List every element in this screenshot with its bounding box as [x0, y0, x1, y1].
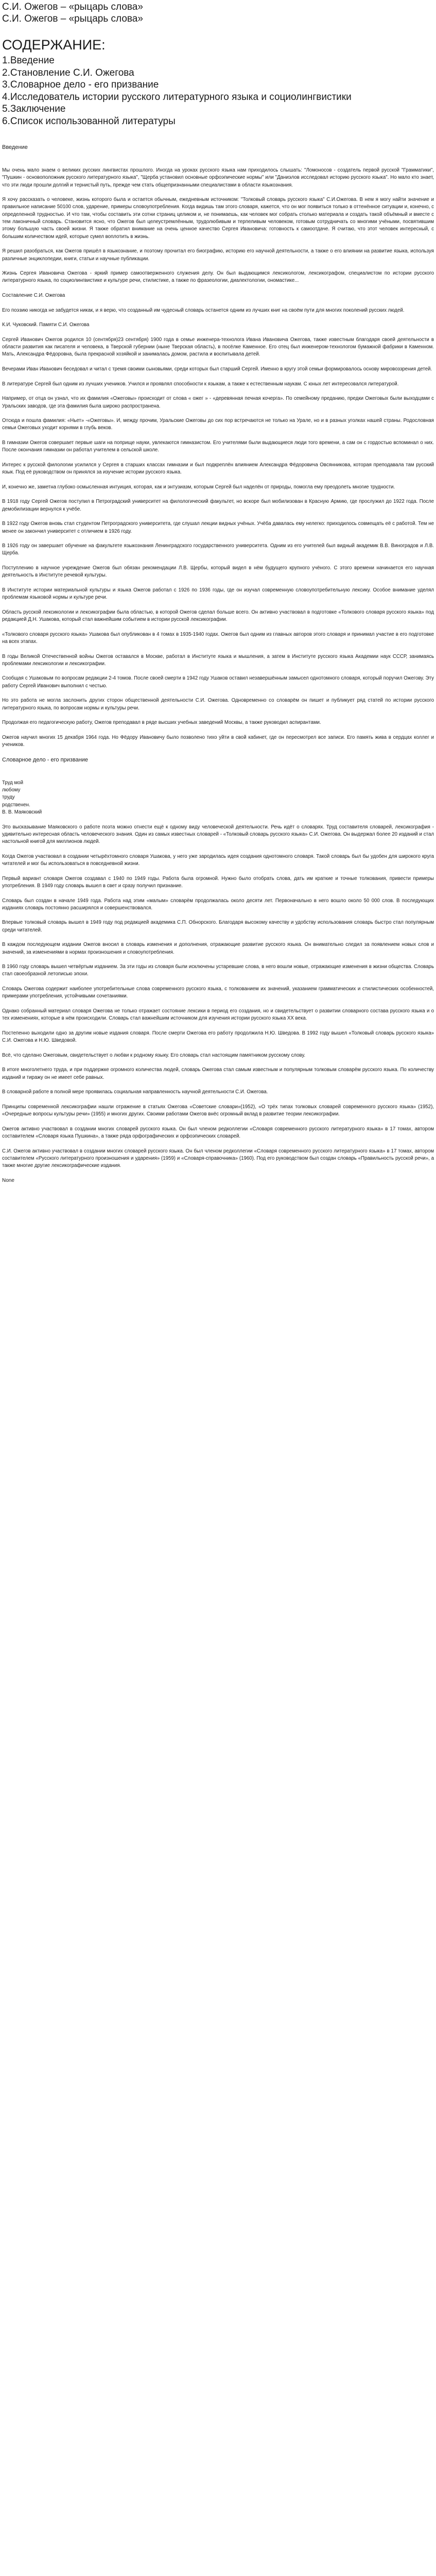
paragraph: В итоге многолетнего труда, и при поддержке огромного количества людей, словарь Ожегова стал самым известным и популярным толковым словарём русского языка. По количеству изданий и тиражу он не имеет себе равных. — [2, 1067, 434, 1080]
paragraph: Его поэзию никогда не забудется никак, и я верю, что созданный им чудесный словарь останется одним из лучших книг на своём пути для многих поколений русских людей. — [2, 307, 405, 313]
page-title: С.И. Ожегов – «рыцарь слова» — [2, 2, 143, 12]
paragraph: Сообщая с Ушаковым по вопросам редакции 2-4 томов. После своей смерти в 1942 году Ушаков оставил незавершённым замысел однотомного словаря, который поручил Ожегову. Эту работу Сергей Иванович выполнил с честью. — [2, 675, 434, 689]
paragraph: Ожегов активно участвовал в создании многих словарей русского языка. Он был членом редколлегии «Словаря современного русского литературного языка» в 17 томах, автором составителем «Словаря языка Пушкина», а также ряда орфографических и орфоэпических словарей. — [2, 1126, 434, 1139]
toc-item-references: 6.Список использованной литературы — [2, 115, 176, 127]
paragraph: Принципы современной лексикографии нашли отражение в статьях Ожегова «Советские словари»(1952), «О трёх типах толковых словарей современного русского языка» (1952), «Очередные вопросы культуры речи» (1955) и многих других. Своими работами Ожегов внёс огромный вклад в развитие теории лексикографии. — [2, 1104, 434, 1117]
paragraph: Словарь Ожегова содержит наиболее употребительные слова современного русского языка, с толкованием их значений, указанием грамматических и стилистических особенностей, примерами употребления, устойчивыми сочетаниями. — [2, 986, 434, 999]
signature: К.И. Чуковский. Памяти С.И. Ожегова — [2, 322, 90, 328]
paragraph: В Институте истории материальной культуры и языка Ожегов работал с 1926 по 1936 годы, где он изучал современную словоупотребительную лексику. Особое внимание уделял проблемам языковой нормы и культуре речи. — [2, 587, 434, 601]
signature: Составление С.И. Ожегова — [2, 293, 65, 299]
paragraph: В годы Великой Отечественной войны Ожегов оставался в Москве, работал в Институте языка и мышления, а затем в Институте русского языка Академии наук СССР, занимаясь проблемами лексикологии и лексикографии. — [2, 653, 434, 667]
paragraph: Я решил разобраться, как Ожегов пришёл в языкознание, и поэтому прочитал его биографию, историю его научной деятельности, а также о его влиянии на развитие языка, используя различные энциклопедии, книги, статьи и научные публикации. — [2, 248, 434, 262]
toc-item-formation: 2.Становление С.И. Ожегова — [2, 67, 134, 78]
paragraph: Например, от отца он узнал, что их фамилия «Ожеговы» происходит от слова « ожег » - «деревянная печная кочерга». По семейному преданию, предки Ожеговых были выходцами с Уральских заводов, где эта фамилия была широко распространена. — [2, 396, 434, 409]
paragraph: Область русской лексикологии и лексикографии была областью, в которой Ожегов сделал больше всего. Он активно участвовал в подготовке «Толкового словаря русского языка» под редакцией Д.Н. Ушакова, который стал важнейшим событием в истории русской лексикографии. — [2, 609, 434, 623]
paragraph: В гимназии Ожегов совершает первые шаги на поприще науки, увлекаются гимназистом. Его учителями были выдающиеся люди того времени, а сам он с гордостью вспоминал о них. После окончания гимназии он работал учителем в сельской школе. — [2, 439, 434, 453]
epigraph: Труд мой любому труду родственен. В. В. Маяковский — [2, 779, 42, 815]
paragraph: Мы очень мало знаем о великих русских лингвистах прошлого. Иногда на уроках русского языка нам приходилось слышать: "Ломоносов - создатель первой русской "Грамматики", "Пушкин - основоположник русского литературного языка", "Щерба установил основные орфоэпические нормы" или "Даниэлов исследовал историю русского языка". Но мало кто знает, что эти люди прошли долгий и тернистый путь, прежде чем стать общепризнанными специалистами в области языкознания. — [2, 167, 434, 188]
paragraph: Продолжая его педагогическую работу, Ожегов преподавал в ряде высших учебных заведений Москвы, а также руководил аспирантами. — [2, 720, 321, 726]
paragraph: Поступлению в научное учреждение Ожегов был обязан рекомендации Л.В. Щербы, который видел в нём будущего крупного учёного. С этого времени начинается его научная деятельность в Институте речевой культуры. — [2, 565, 434, 579]
toc-item-dictionary: 3.Словарное дело - его призвание — [2, 79, 159, 90]
paragraph: Однако собранный материал словаря Ожегова не только отражает состояние лексики в период его создания, но и свидетельствует о развитии словарного состава русского языка и о тех изменениях, которые в нём происходили. Словарь стал важнейшим источником для изучения истории русского языка ХХ века. — [2, 1008, 434, 1022]
paragraph: Словарь был создан в начале 1949 года. Работа над этим «малым» словарём продолжалась около десяти лет. Первоначально в него вошло около 50 000 слов. В последующих изданиях словарь постоянно расширялся и совершенствовался. — [2, 897, 434, 911]
paragraph: Всё, что сделано Ожеговым, свидетельствует о любви к родному языку. Его словарь стал настоящим памятником русскому слову. — [2, 1052, 306, 1058]
paragraph: Но это работа не могла заслонить других сторон общественной деятельности С.И. Ожегова. Одновременно со словарём он пишет и публикует ряд статей по истории русского литературного языка, по вопросам нормы и культуры речи. — [2, 698, 434, 711]
section-dictionary — [2, 756, 434, 1170]
paragraph: В литературе Сергей был одним из лучших учеников. Учился и проявлял способности к языкам, а также к естественным наукам. С юных лет интересовался литературой. — [2, 381, 399, 387]
paragraph: Жизнь Сергея Ивановича Ожегова - яркий пример самоотверженного служения делу. Он был выдающимся лексикологом, лексикографом, специалистом по истории русского литературного языка, по социолингвистике и культуре речи, стилистике, а также по фразеологии, диалектологии, ономастике... — [2, 270, 434, 284]
paragraph: Постепенно выходили одно за другим новые издания словаря. После смерти Ожегова его работу продолжила Н.Ю. Шведова. В 1992 году вышел «Толковый словарь русского языка» С.И. Ожегова и Н.Ю. Шведовой. — [2, 1030, 434, 1044]
toc-item-introduction: 1.Введение — [2, 55, 55, 66]
paragraph: Это высказывание Маяковского о работе поэта можно отнести ещё к одному виду человеческой деятельности. Речь идёт о словарях. Труд составителя словарей, лексикография - удивительно интересная область человеческого знания. Один из самых известных словарей - «Толковый словарь русского языка» С.И. Ожегова. Он выдержал более 20 изданий и стал настольной книгой для миллионов людей. — [2, 824, 434, 845]
page-title-duplicate: С.И. Ожегов – «рыцарь слова» — [2, 13, 143, 24]
paragraph: В 1960 году словарь вышел четвёртым изданием. За эти годы из словаря были исключены устаревшие слова, в него вошли новые, отражающие изменения в жизни общества. Словарь стал своеобразной летописью эпохи. — [2, 964, 434, 977]
section-introduction — [2, 144, 434, 329]
footer-label: None — [2, 1177, 14, 1183]
paragraph: В 1926 году он завершает обучение на факультете языкознания Ленинградского государственного университета. Одним из его учителей был видный академик В.В. Виноградов и Л.В. Щерба. — [2, 543, 434, 556]
paragraph: Вечерами Иван Иванович беседовал и читал с тремя своими сыновьями, среди которых был старший Сергей. Именно в кругу этой семьи формировалось основу мировоззрения детей. — [2, 366, 432, 372]
paragraph: В каждом последующем издании Ожегов вносил в словарь изменения и дополнения, отражающие развитие русского языка. Он внимательно следил за появлением новых слов и значений, за изменениями в нормах произношения и словоупотребления. — [2, 942, 434, 955]
paragraph: С.И. Ожегов активно участвовал в создании многих словарей русского языка. Он был членом редколлегии «Словаря современного русского литературного языка» в 17 томах, автором составителем «Русского литературного произношения и ударения» (1959) и «Словаря-справочника» (1960). Под его руководством был создан словарь «Правильность русской речи», а также многие другие лексикографические издания. — [2, 1148, 434, 1169]
toc-item-history-researcher: 4.Исследователь истории русского литературного языка и социолингвистики — [2, 91, 352, 103]
paragraph: И, конечно же, заметна глубоко осмысленная интуиция, которая, как и энтузиазм, которым Сергей был наделён от природы, помогла ему преодолеть многие трудности. — [2, 484, 395, 490]
paragraph: В 1922 году Ожегов вновь стал студентом Петроградского университета, где слушал лекции видных учёных. Учёба давалась ему нелегко: приходилось совмещать её с работой. Тем не менее он закончил университет с отличием в 1926 году. — [2, 521, 434, 534]
toc-item-conclusion: 5.Заключение — [2, 104, 66, 114]
section-title-introduction: Введение — [2, 144, 28, 150]
section-formation — [2, 336, 434, 749]
toc-heading: СОДЕРЖАНИЕ: — [2, 37, 106, 53]
toc-list — [2, 55, 434, 127]
paragraph: В 1918 году Сергей Ожегов поступил в Петроградский университет на филологический факультет, но вскоре был мобилизован в Красную Армию, где прослужил до 1922 года. После демобилизации вернулся к учёбе. — [2, 499, 434, 512]
paragraph: Первый вариант словаря Ожегов создавал с 1940 по 1949 годы. Работа была огромной. Нужно было отобрать слова, дать им краткие и точные толкования, привести примеры употребления. В 1949 году словарь вышел в свет и сразу получил признание. — [2, 875, 434, 889]
paragraph: Я хочу рассказать о человеке, жизнь которого была и остается обычным, ежедневным источником: "Толковый словарь русского языка" С.И.Ожегова. В нем я могу найти значение и правильное написание 50100 слов, ударение, примеры словоупотребления. Когда видишь там этого словаря, кажется, что он мог появиться только в оттенённое ситуации и, конечно, с определенной трудностью. И что там, чтобы составить эти сотни страниц целиком и, не понимаешь, как человек мог собрать столько материала и создать такой объёмный и вместе с тем лаконичный словарь. Становится ясно, что Ожегов был целеустремлённым, трудолюбивым и терпеливым человеком, готовым сотрудничать со многими учёными, посвятившим этому большую часть своей жизни. Я также обратил внимание на очень ценное качество Сергея Ивановича: готовность к самоотдаче. Я считаю, что этот человек интересный, с большим количеством идей, которые сумел воплотить в жизнь. — [2, 197, 434, 240]
paragraph: «Толкового словаря русского языка» Ушакова был опубликован в 4 томах в 1935-1940 годах. Ожегов был одним из главных авторов этого словаря и принимал участие в его подготовке на всех этапах. — [2, 631, 434, 645]
paragraph: Интерес к русской филологии усилился у Сергея в старших классах гимназии и был подкреплён влиянием Александра Фёдоровича Овсянникова, которая преподавала там русский язык. Под её руководством он принялся за изучение истории русского языка. — [2, 462, 434, 476]
paragraph: Когда Ожегов участвовал в создании четырёхтомного словаря Ушакова, у него уже зародилась идея создания однотомного словаря. Такой словарь был бы удобен для широкого круга читателей и мог бы использоваться в повседневной жизни. — [2, 853, 434, 867]
paragraph: В словарной работе в полной мере проявилась социальная направленность научной деятельности С.И. Ожегова. — [2, 1089, 268, 1095]
section-title-dictionary: Словарное дело - его призвание — [2, 756, 89, 763]
paragraph: Впервые толковый словарь вышел в 1949 году под редакцией академика С.П. Обнорского. Благодаря высокому качеству и удобству использования словарь быстро стал популярным среди читателей. — [2, 920, 434, 933]
paragraph: Сергей Иванович Ожегов родился 10 (сентября)23 сентября) 1900 года в семье инженера-технолога Ивана Ивановича Ожегова, также известным благодаря своей деятельности в области развития как писателя и человека, в Тверской губернии (ныне Тверская область), в посёлке Каменное. Его отец был инженером-технологом бумажной фабрики в Каменном. Мать, Александра Фёдоровна, была прекрасной хозяйкой и занималась домом, растила и воспитывала детей. — [2, 336, 434, 358]
paragraph: Ожегов научил многих 15 декабря 1964 года. Но Фёдору Ивановичу было позволено тихо уйти в свой кабинет, где он пересмотрел все записи. Его память жива в сердцах коллег и учеников. — [2, 734, 434, 748]
paragraph: Отсюда и пошла фамилия: «Ньет» -«Ожеговы». И, между прочим, Уральские Ожеговы до сих пор встречаются не только на Урале, но и в разных уголках нашей страны. Родословная семьи Ожеговых уходит корнями в глубь веков. — [2, 418, 434, 431]
